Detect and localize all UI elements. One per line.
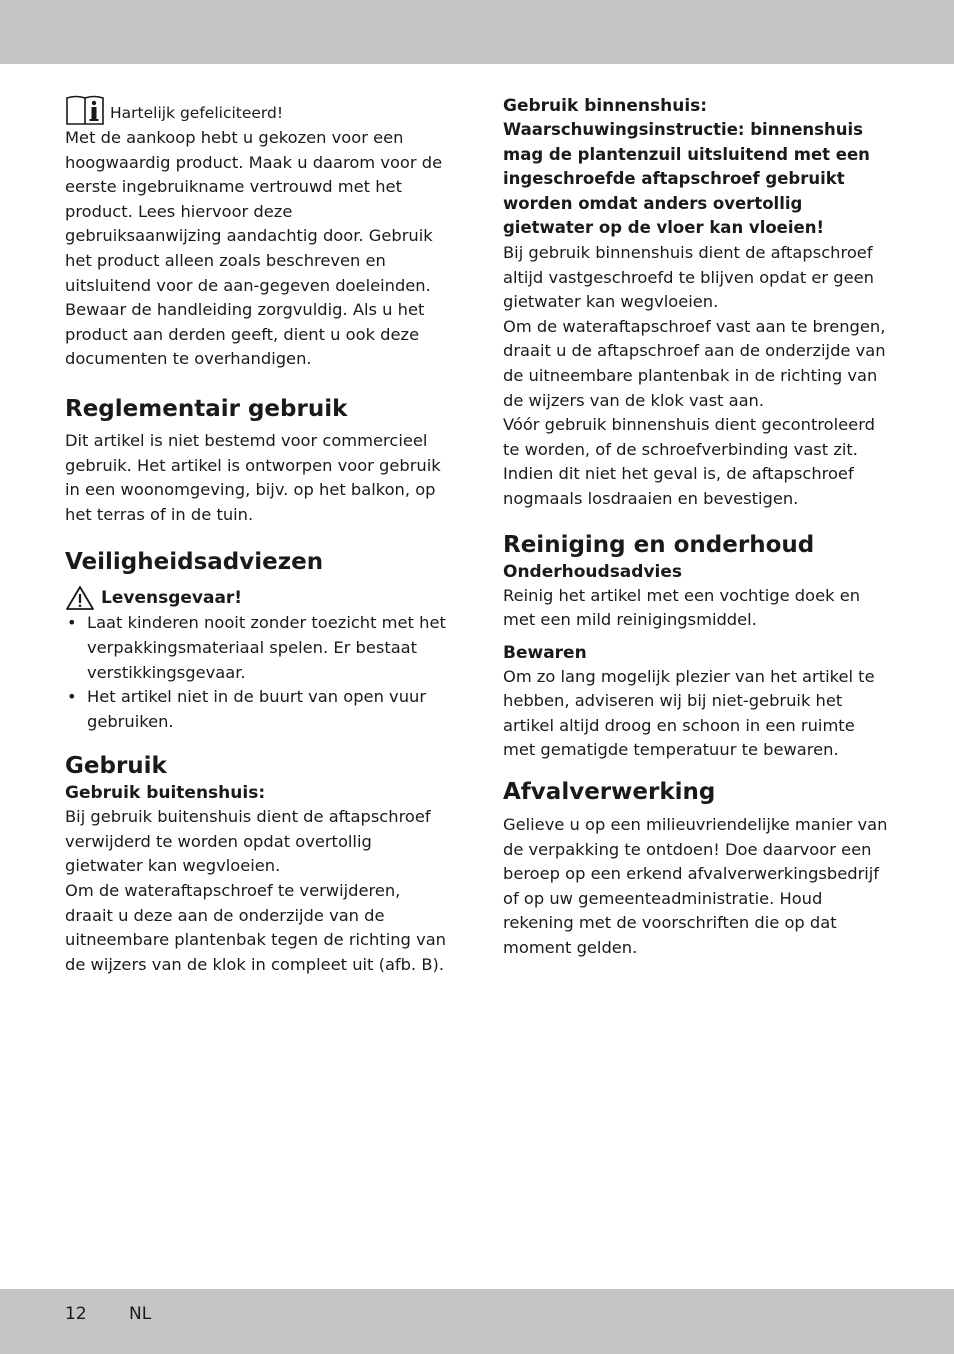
heading-afval: Afvalverwerking [503,779,716,806]
list-item: • Laat kinderen nooit zonder toezicht met het verpakkingsmateriaal spelen. Er bestaat verstikkingsgevaar. [65,611,451,685]
onderhoud-paragraph: Reinig het artikel met een vochtige doek en met een mild reinigingsmiddel. [503,585,861,630]
subheading-onderhoud: Onderhoudsadvies [503,561,683,582]
binnenshuis-paragraph-2: Om de wateraftapschroef vast aan te brengen, draait u de aftapschroef aan de onderzijde van de uitneembare plantenbak in de richting van de wijzers van de klok vast aan. [503,316,886,410]
language-code: NL [129,1304,152,1324]
manual-info-icon [65,94,107,126]
list-item: • Het artikel niet in de buurt van open vuur gebruiken. [65,685,451,734]
subheading-bewaren: Bewaren [503,642,587,663]
binnenshuis-warning: Waarschuwingsinstructie: binnenshuis mag de plantenzuil uitsluitend met een ingeschroefde aftapschroef gebruikt worden omdat anders overtollig gietwater op de vloer kan vloeien! [503,120,870,238]
reglementair-paragraph: Dit artikel is niet bestemd voor commercieel gebruik. Het artikel is ontworpen voor gebruik in een woonomgeving, bijv. op het balkon, op het terras of in de tuin. [65,430,441,524]
heading-gebruik: Gebruik [65,753,167,780]
left-column [65,94,451,977]
danger-heading [65,585,451,611]
heading-reiniging: Reiniging en onderhoud [503,531,815,558]
intro-paragraph: Met de aankoop hebt u gekozen voor een hoogwaardig product. Maak u daarom voor de eerste ingebruikname vertrouwd met het product. Lees hiervoor deze gebruiksaanwijzing aandachtig door. Gebruik het product alleen zoals beschreven en uitsluitend voor de aan-gegeven doeleinden. Bewaar de handleiding zorgvuldig. Als u het product aan derden geeft, dient u ook deze documenten te overhandigen. [65,128,443,369]
right-column [503,94,889,961]
buitenshuis-paragraph-2: Om de wateraftapschroef te verwijderen, draait u deze aan de onderzijde van de uitneembare plantenbak tegen de richting van de wijzers van de klok in compleet uit (afb. B). [65,881,446,974]
subheading-binnenshuis: Gebruik binnenshuis: [503,96,708,116]
safety-list [65,611,451,734]
binnenshuis-paragraph-1: Bij gebruik binnenshuis dient de aftapschroef altijd vastgeschroefd te blijven opdat er geen gietwater kan wegvloeien. [503,242,874,312]
subheading-buitenshuis: Gebruik buitenshuis: [65,783,266,804]
header-band [0,0,954,64]
afval-paragraph: Gelieve u op een milieuvriendelijke manier van de verpakking te ontdoen! Doe daarvoor een beroep op een erkend afvalverwerkingsbedrijf of op uw gemeenteadministratie. Houd rekening met de voorschriften die op dat moment gelden. [503,815,888,958]
binnenshuis-paragraph-4: Indien dit niet het geval is, de aftapschroef nogmaals losdraaien en bevestigen. [503,464,854,508]
bewaren-paragraph: Om zo lang mogelijk plezier van het artikel te hebben, adviseren wij bij niet-gebruik het artikel altijd droog en schoon in een ruimte met gematigde temperatuur te bewaren. [503,666,875,760]
heading-reglementair: Reglementair gebruik [65,395,348,422]
buitenshuis-paragraph-1: Bij gebruik buitenshuis dient de aftapschroef verwijderd te worden opdat overtollig gietwater kan wegvloeien. [65,807,431,876]
page-number: 12 [65,1304,87,1324]
danger-label: Levensgevaar! [101,588,243,609]
intro-greeting: Hartelijk gefeliciteerd! [110,104,284,123]
warning-triangle-icon [65,585,95,611]
intro-heading [65,94,451,126]
binnenshuis-paragraph-3: Vóór gebruik binnenshuis dient gecontroleerd te worden, of de schroefverbinding vast zit. [503,415,875,459]
heading-veiligheid: Veiligheidsadviezen [65,549,324,576]
